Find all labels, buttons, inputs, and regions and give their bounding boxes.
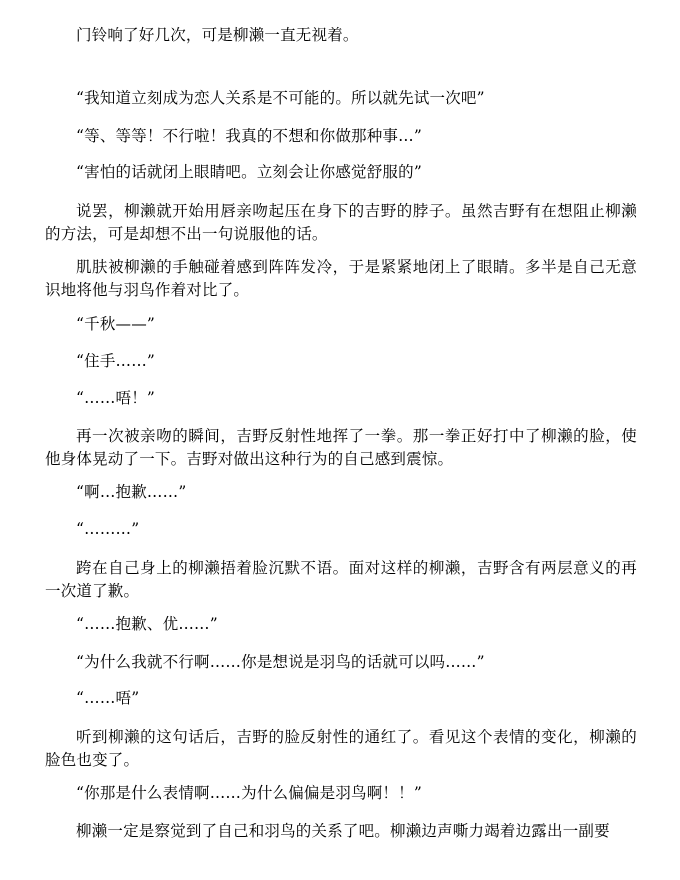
paragraph-7: “千秋——” [76, 315, 156, 333]
paragraph-5: 说罢，柳濑就开始用唇亲吻起压在身下的吉野的脖子。虽然吉野有在想阻止柳濑的方法，可是却想不出一句说服他的话。 [45, 202, 637, 243]
paragraph-17: 听到柳濑的这句话后，吉野的脸反射性的通红了。看见这个表情的变化，柳濑的脸色也变了。 [45, 728, 637, 769]
paragraph-14: “……抱歉、优……” [76, 615, 218, 633]
paragraph-16: “……唔” [76, 689, 140, 707]
paragraph-9: “……唔！” [76, 389, 156, 407]
paragraph-18: “你那是什么表情啊……为什么偏偏是羽鸟啊！！” [76, 784, 422, 802]
paragraph-2: “我知道立刻成为恋人关系是不可能的。所以就先试一次吧” [76, 89, 485, 107]
paragraph-13: 跨在自己身上的柳濑捂着脸沉默不语。面对这样的柳濑，吉野含有两层意义的再一次道了歉。 [45, 559, 637, 600]
paragraph-11: “啊…抱歉……” [76, 483, 187, 501]
paragraph-15: “为什么我就不行啊……你是想说是羽鸟的话就可以吗……” [76, 653, 485, 671]
paragraph-10: 再一次被亲吻的瞬间，吉野反射性地挥了一拳。那一拳正好打中了柳濑的脸，使他身体晃动了一下。吉野对做出这种行为的自己感到震惊。 [45, 427, 637, 468]
paragraph-12: “………” [76, 520, 140, 538]
paragraph-6: 肌肤被柳濑的手触碰着感到阵阵发冷，于是紧紧地闭上了眼睛。多半是自己无意识地将他与羽鸟作着对比了。 [45, 258, 637, 299]
paragraph-1: 门铃响了好几次，可是柳濑一直无视着。 [76, 26, 359, 44]
paragraph-4: “害怕的话就闭上眼睛吧。立刻会让你感觉舒服的” [76, 163, 422, 181]
paragraph-19: 柳濑一定是察觉到了自己和羽鸟的关系了吧。柳濑边声嘶力竭着边露出一副要 [76, 822, 610, 840]
paragraph-8: “住手……” [76, 352, 156, 370]
paragraph-3: “等、等等！不行啦！我真的不想和你做那种事…” [76, 127, 422, 145]
